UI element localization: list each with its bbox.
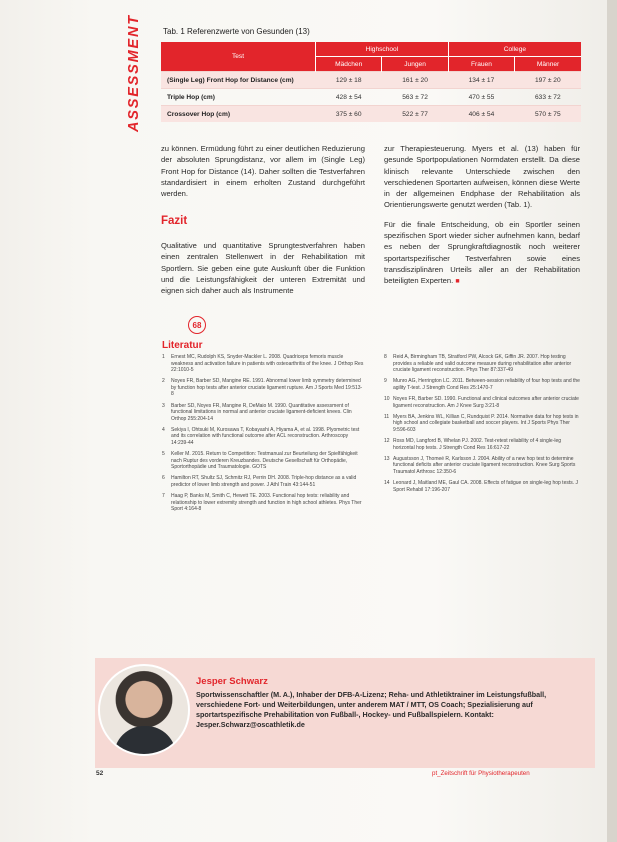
reference-number: 11 [384,413,390,420]
closing-paragraph-text: Für die finale Entscheidung, ob ein Sportler seinen spezifischen Sport wieder sicher aufnehmen kann, bedarf es neben der Sprungkraftdiagnostik noch weiterer sportartspezifischer Testverfahren sowie eines transdisziplinären Urteils aller an der Rehabilitation beteiligten Experten. [384,219,580,286]
references-left [162,354,364,517]
reference-text: Myers BA, Jenkins WL, Killian C, Rundquist P. 2014. Normative data for hop tests in high school and collegiate basketball and soccer players. Int J Sports Phys Ther 9:596-603 [393,413,579,433]
right-column [384,143,580,294]
table-cell: 406 ± 54 [448,106,514,123]
reference-number: 10 [384,395,390,402]
table-cell: 129 ± 18 [316,72,382,89]
reference-item [384,396,584,409]
left-column [161,143,365,205]
table-row [161,106,581,123]
reference-item [384,480,584,493]
reference-item [384,414,584,434]
reference-item [162,403,364,423]
reference-text: Ross MD, Langford B, Whelan PJ. 2002. Test-retest reliability of 4 single-leg horizontal hop tests. J Strength Cond Res 16:617-22 [393,437,562,451]
subgroup-header: Männer [515,57,581,72]
reference-number: 5 [162,451,165,458]
reference-number: 8 [384,354,387,360]
reference-text: Noyes FR, Barber SD. 1990. Functional and clinical outcomes after anterior cruciate ligament reconstruction. Am J Knee Surg 3:21-8 [393,395,579,409]
table-cell: 134 ± 17 [448,72,514,89]
table-cell: 428 ± 54 [316,89,382,106]
reference-item [162,451,364,471]
table-cell: 470 ± 55 [448,89,514,106]
references-right [384,354,584,498]
reference-text: Leonard J, Maitland ME, Gaul CA. 2008. Effects of fatigue on single-leg hop tests. J Sport Rehabil 17:196-207 [393,479,579,493]
test-header: Test [161,42,316,72]
reference-text: Munro AG, Herrington LC. 2011. Between-session reliability of four hop tests and the agility T-test. J Strength Cond Res 25:1470-7 [393,378,580,391]
group-header-college: College [448,42,581,57]
end-mark-icon: ■ [455,278,460,286]
page-edge [607,0,617,842]
subgroup-header: Mädchen [316,57,382,72]
reference-table [161,42,581,122]
reference-text: Reid A, Birmingham TB, Stratford PW, Alcock GK, Giffin JR. 2007. Hop testing provides a reliable and valid outcome measure during rehabilitation after anterior cruciate ligament reconstruction. Phys Ther 87:337-49 [393,354,572,374]
row-name: Crossover Hop (cm) [161,106,316,123]
table-cell: 570 ± 75 [515,106,581,123]
table-cell: 563 ± 72 [382,89,448,106]
reference-text: Hamilton RT, Shultz SJ, Schmitz RJ, Perrin DH. 2008. Triple-hop distance as a valid predictor of lower limb strength and power. J Athl Train 43:144-51 [171,475,357,488]
subgroup-header: Jungen [382,57,448,72]
reference-item [162,475,364,488]
author-name: Jesper Schwarz [196,676,268,687]
row-name: Triple Hop (cm) [161,89,316,106]
reference-item [162,354,364,374]
reference-text: Augustsson J, Thomeé R, Karlsson J. 2004. Ability of a new hop test to determine functional deficits after anterior cruciate ligament reconstruction. Knee Surg Sports Traumatol Arthrosc 12:350-6 [393,455,576,475]
reference-text: Haag P, Banks M, Smith C, Hewett TE. 2003. Functional hop tests: reliability and relationship to lower extremity strength and function in high school athletes. Phys Ther Sport 4:164-8 [171,493,362,513]
reference-item [384,354,584,374]
reference-text: Ernest MC, Rudolph KS, Snyder-Mackler L. 2008. Quadriceps femoris muscle weakness and activation failure in patients with osteoarthritis of the knee. J Orthop Res 22:1010-5 [171,354,364,374]
reference-number: 2 [162,378,165,385]
reference-number: 4 [162,426,165,433]
reference-item [162,427,364,447]
row-name: (Single Leg) Front Hop for Distance (cm) [161,72,316,89]
table-row [161,89,581,106]
reference-text: Noyes FR, Barber SD, Mangine RE. 1991. Abnormal lower limb symmetry determined by function hop tests after anterior cruciate ligament rupture. Am J Sports Med 19:513-8 [171,378,363,398]
reference-number: 1 [162,354,165,360]
reference-number: 3 [162,402,165,409]
page-number: 52 [96,770,104,777]
fazit-heading: Fazit [161,215,188,227]
reference-text: Keller M. 2015. Return to Competition: Testmanual zur Beurteilung der Spielfähigkeit nach Ruptur des vorderen Kreuzbandes. Deutsche Gesellschaft für Orthopädie, Sportorthopädie und Traumatologie. GOTS [171,451,358,471]
reference-number: 12 [384,437,390,444]
author-avatar [98,664,190,756]
section-side-label: ASSESSMENT [126,14,142,132]
group-header-highschool: Highschool [316,42,449,57]
table-row [161,72,581,89]
table-cell: 375 ± 60 [316,106,382,123]
reference-count-badge: 68 [188,316,206,334]
reference-text: Barber SD, Noyes FR, Mangine R, DeMaio M. 1990. Quantitative assessment of functional limitations in normal and anterior cruciate ligament-deficient knees. Clin Orthop 255:204-14 [171,402,352,422]
reference-item [384,378,584,391]
reference-item [384,438,584,451]
reference-number: 6 [162,475,165,482]
reference-number: 9 [384,378,387,385]
subgroup-header: Frauen [448,57,514,72]
table-cell: 522 ± 77 [382,106,448,123]
reference-number: 7 [162,493,165,500]
body-paragraph: zur Therapiesteuerung. Myers et al. (13) haben für gesunde Sportpopulationen Normdaten erstellt. Da diese klinisch relevante Unterschiede zwischen den verschiedenen Sportarten aufweisen, können diese Werte in der allgemeinen Endphase der Rehabilitation als Orientierungswerte genutzt werden (Tab. 1). [384,144,580,210]
reference-number: 14 [384,479,390,486]
body-paragraph: zu können. Ermüdung führt zu einer deutlichen Reduzierung der absoluten Sprungdistanz, vor allem im (Single Leg) Front Hop for Distance (14). Daher sollten die Testverfahren standardisiert in einem erholten Zustand durchgeführt werden. [161,144,365,199]
reference-item [162,493,364,513]
table-cell: 633 ± 72 [515,89,581,106]
left-column-fazit [161,240,365,302]
table-caption: Tab. 1 Referenzwerte von Gesunden (13) [163,27,310,36]
body-paragraph [384,219,580,288]
reference-text: Sekiya I, Ohtsuki M, Kurosawa T, Kobayashi A, Hiyama A, et al. 1998. Plyometric test and its correlation with functional outcome after ACL reconstruction. Arthroscopy 14:239-44 [171,426,360,447]
reference-item [384,456,584,476]
reference-number: 13 [384,455,390,462]
reference-item [162,378,364,398]
author-bio: Sportwissenschaftler (M. A.), Inhaber der DFB-A-Lizenz; Reha- und Athletiktrainer im Leistungsfußball, verschiedene Fort- und Weiterbildungen, unter anderem MAT / MTT, OS Coach; Spezialisierung auf sportartspezifische Prehabilitation von Fußball-, Hockey- und Fußballspielern. Kontakt: Jesper.Schwarz@oscathletik.de [196,690,547,729]
literatur-heading: Literatur [162,340,203,351]
table-cell: 197 ± 20 [515,72,581,89]
table-cell: 161 ± 20 [382,72,448,89]
journal-name: pt_Zeitschrift für Physiotherapeuten [432,770,530,777]
body-paragraph: Qualitative und quantitative Sprungtestverfahren haben einen zentralen Stellenwert in der Rehabilitation mit Sportlern. Sie geben eine gute Auskunft über die Funktion und die Leistungsfähigkeit der unteren Extremität und eignen sich daher auch als Instrumente [161,241,365,296]
